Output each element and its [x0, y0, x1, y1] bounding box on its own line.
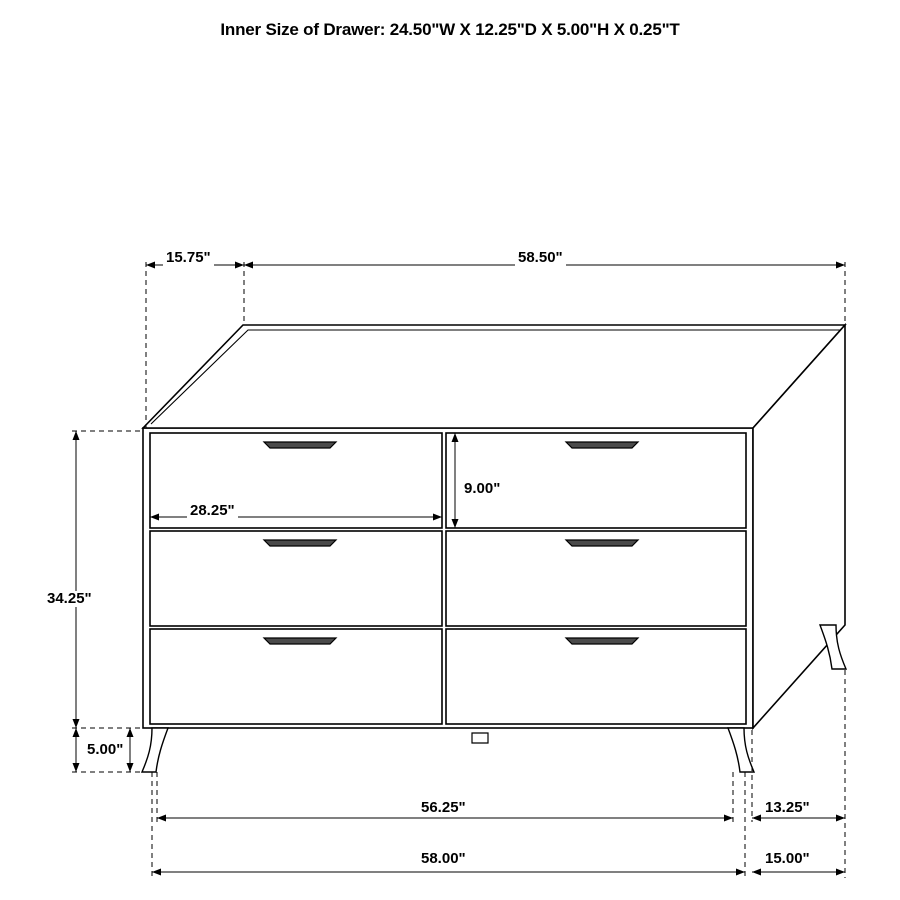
label-base-width: 56.25" — [418, 800, 469, 816]
page-title: Inner Size of Drawer: 24.50"W X 12.25"D X 5.00"H X 0.25"T — [220, 20, 680, 39]
dim-top-width — [244, 262, 845, 326]
label-drawer-width: 28.25" — [187, 503, 238, 519]
label-leg-height: 5.00" — [84, 742, 126, 758]
label-overall-depth: 15.00" — [762, 851, 813, 867]
cabinet-top — [143, 325, 845, 428]
label-overall-width: 58.00" — [418, 851, 469, 867]
dim-cabinet-height — [72, 431, 143, 728]
leg-front-left — [142, 728, 168, 772]
label-side-depth-lower: 13.25" — [762, 800, 813, 816]
label-cabinet-height: 34.25" — [44, 591, 95, 607]
leg-front-right — [728, 728, 754, 772]
label-top-width: 58.50" — [515, 250, 566, 266]
label-drawer-height: 9.00" — [461, 481, 503, 497]
label-top-depth-offset: 15.75" — [163, 250, 214, 266]
center-support — [472, 733, 488, 743]
